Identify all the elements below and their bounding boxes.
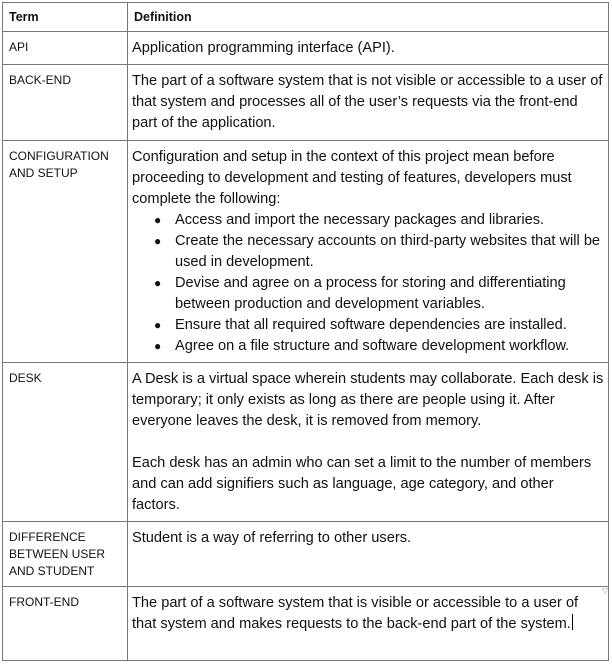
list-item (154, 210, 604, 231)
definition-text: Each desk has an admin who can set a limit to the number of members and can add signifiers such as language, age category, and other factors. (132, 455, 592, 513)
list-item-text: Devise and agree on a process for storing and differentiating between production and development variables. (175, 275, 566, 312)
table-row (3, 32, 609, 65)
definition-text: The part of a software system that is not visible or accessible to a user of that system and processes all of the user’s requests via the front-end part of the application. (132, 73, 603, 131)
list-item (154, 231, 604, 273)
term-cell-configuration[interactable]: CONFIGURATION AND SETUP (3, 141, 128, 363)
table-row (3, 65, 609, 141)
definition-cell-configuration[interactable] (128, 141, 609, 363)
definition-text: A Desk is a virtual space wherein students may collaborate. Each desk is temporary; it only exists as long as there are people using it. After everyone leaves the desk, it is removed from memory. (132, 371, 604, 429)
scroll-indicator-icon[interactable]: ▽ (602, 586, 609, 595)
definition-cell-back-end[interactable] (128, 65, 609, 141)
header-term[interactable]: Term (3, 3, 128, 32)
term-cell-desk[interactable]: DESK (3, 363, 128, 522)
list-item-text: Agree on a file structure and software development workflow. (175, 338, 570, 354)
definition-text (132, 593, 604, 635)
table-row (3, 587, 609, 661)
term-cell-api[interactable]: API (3, 32, 128, 65)
header-definition[interactable]: Definition (128, 3, 609, 32)
list-item (154, 273, 604, 315)
term-cell-difference[interactable]: DIFFERENCE BETWEEN USER AND STUDENT (3, 522, 128, 587)
term-cell-front-end[interactable]: FRONT-END (3, 587, 128, 661)
bullet-icon: ● (154, 339, 162, 353)
table-header-row (3, 3, 609, 32)
table-row (3, 141, 609, 363)
bullet-icon: ● (154, 234, 162, 248)
definition-text: Configuration and setup in the context of this project mean before proceeding to development and testing of features, developers must complete the following: (132, 149, 572, 207)
definition-cell-desk[interactable] (128, 363, 609, 522)
bullet-list (132, 210, 604, 357)
text-cursor (572, 614, 573, 630)
definition-cell-api[interactable] (128, 32, 609, 65)
list-item-text: Create the necessary accounts on third-party websites that will be used in development. (175, 233, 601, 270)
definition-text: Application programming interface (API). (132, 40, 395, 56)
bullet-icon: ● (154, 318, 162, 332)
glossary-table (2, 2, 609, 661)
table-row (3, 522, 609, 587)
bullet-icon: ● (154, 276, 162, 290)
bullet-icon: ● (154, 213, 162, 227)
definition-cell-front-end[interactable] (128, 587, 609, 661)
definition-text-content: The part of a software system that is visible or accessible to a user of that system and makes requests to the back-end part of the system. (132, 595, 579, 632)
list-item (154, 336, 604, 357)
definition-cell-difference[interactable] (128, 522, 609, 587)
definition-text: Student is a way of referring to other users. (132, 530, 412, 546)
table-row (3, 363, 609, 522)
list-item-text: Access and import the necessary packages and libraries. (175, 212, 545, 228)
list-item-text: Ensure that all required software dependencies are installed. (175, 317, 567, 333)
list-item (154, 315, 604, 336)
term-cell-back-end[interactable]: BACK-END (3, 65, 128, 141)
